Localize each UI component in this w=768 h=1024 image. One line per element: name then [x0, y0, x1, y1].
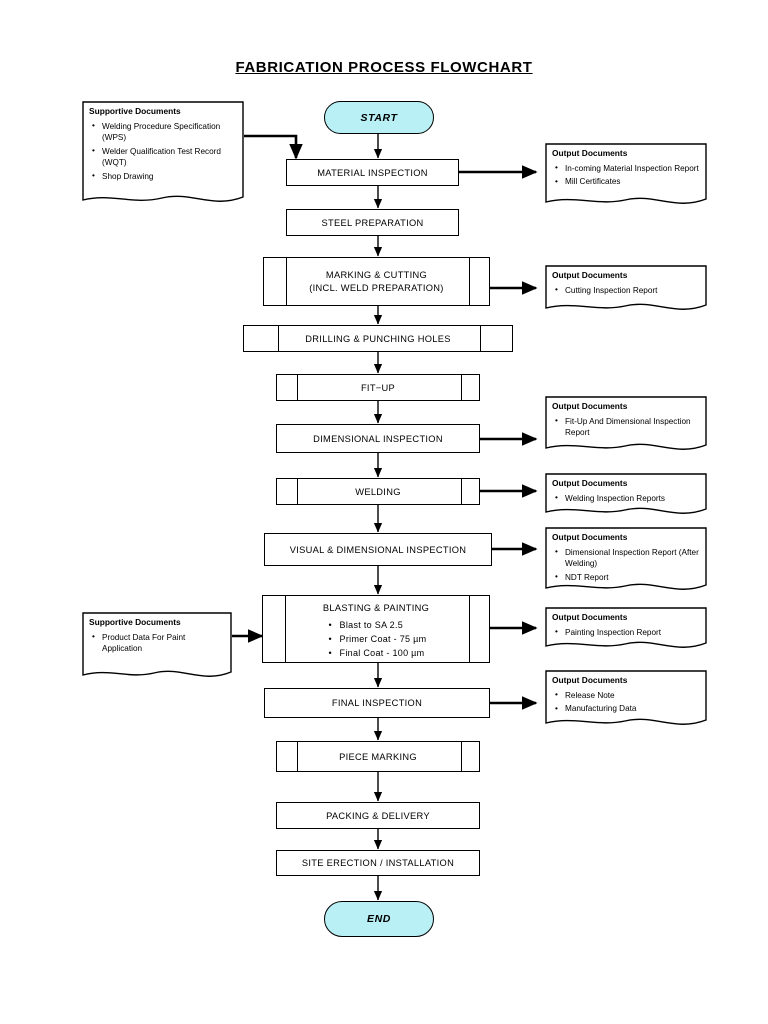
node-blasting-painting: [262, 595, 490, 663]
node-steel-preparation: [286, 209, 459, 236]
node-label: STEEL PREPARATION: [321, 217, 424, 228]
output-documents-welding: [545, 473, 707, 517]
document-list-item: • Product Data For Paint Application: [102, 632, 225, 655]
node-label: WELDING: [355, 486, 401, 497]
document-body: [545, 670, 707, 726]
document-body: [545, 607, 707, 649]
node-label: DRILLING & PUNCHING HOLES: [305, 333, 451, 344]
document-title: Output Documents: [552, 270, 628, 280]
document-list-item: • Manufacturing Data: [565, 703, 700, 715]
node-label: DIMENSIONAL INSPECTION: [313, 433, 443, 444]
document-body: [545, 143, 707, 199]
node-sublist: [326, 618, 427, 660]
node-divider-left: [285, 596, 286, 662]
output-documents-final: [545, 670, 707, 728]
node-divider-left: [297, 742, 298, 771]
output-documents-fitup: [545, 396, 707, 453]
node-label-line1: MARKING & CUTTING: [325, 269, 428, 280]
document-body: [545, 473, 707, 515]
supportive-documents-paint: [82, 612, 232, 680]
document-list: [552, 285, 700, 297]
document-title: Supportive Documents: [89, 617, 181, 627]
node-drilling-punching: [243, 325, 513, 352]
node-label: VISUAL & DIMENSIONAL INSPECTION: [289, 544, 467, 555]
document-list: [89, 121, 237, 183]
node-divider-right: [469, 596, 470, 662]
document-list-item: • Dimensional Inspection Report (After Welding): [565, 547, 700, 570]
supportive-documents-top: [82, 101, 244, 205]
node-divider-left: [278, 326, 279, 351]
document-list: [552, 416, 700, 439]
node-label: FINAL INSPECTION: [331, 698, 423, 708]
document-body: [82, 612, 232, 666]
node-piece-marking: [276, 741, 480, 772]
document-list-item: • Shop Drawing: [102, 171, 237, 183]
document-body: [545, 265, 707, 307]
node-label: MATERIAL INSPECTION: [317, 167, 428, 178]
node-divider-right: [461, 479, 462, 504]
node-final-inspection: [264, 688, 490, 718]
node-marking-cutting: [263, 257, 490, 306]
node-label: SITE ERECTION / INSTALLATION: [301, 858, 455, 868]
document-list-item: • Fit-Up And Dimensional Inspection Report: [565, 416, 700, 439]
output-documents-visual: [545, 527, 707, 593]
document-list: [552, 547, 700, 584]
node-welding: [276, 478, 480, 505]
document-list-item: • In-coming Material Inspection Report: [565, 163, 700, 175]
node-divider-left: [286, 258, 287, 305]
terminator-start: START: [324, 101, 434, 134]
node-fit-up: [276, 374, 480, 401]
document-list-item: • Release Note: [565, 690, 700, 702]
output-documents-material: [545, 143, 707, 207]
node-sublist-item: • Final Coat - 100 µm: [340, 646, 427, 660]
document-title: Output Documents: [552, 401, 628, 411]
node-label: FIT−UP: [360, 382, 396, 393]
document-title: Output Documents: [552, 675, 628, 685]
node-label: BLASTING & PAINTING: [322, 603, 430, 613]
terminator-end: END: [324, 901, 434, 937]
node-label-line2: (INCL. WELD PREPARATION): [309, 282, 444, 293]
node-divider-right: [480, 326, 481, 351]
node-label: PIECE MARKING: [339, 751, 417, 762]
document-body: [545, 396, 707, 450]
document-body: [545, 527, 707, 594]
document-list: [552, 690, 700, 715]
node-site-erection: [276, 850, 480, 876]
document-list-item: • Mill Certificates: [565, 176, 700, 188]
document-list-item: • Painting Inspection Report: [565, 627, 700, 639]
node-divider-right: [461, 375, 462, 400]
document-list-item: • Cutting Inspection Report: [565, 285, 700, 297]
document-title: Output Documents: [552, 612, 628, 622]
node-label: PACKING & DELIVERY: [326, 810, 430, 821]
node-divider-right: [469, 258, 470, 305]
document-list-item: • Welding Inspection Reports: [565, 493, 700, 505]
document-list: [552, 627, 700, 639]
node-dimensional-inspection: [276, 424, 480, 453]
document-list: [552, 493, 700, 505]
document-title: Output Documents: [552, 478, 628, 488]
document-list-item: • Welding Procedure Specification (WPS): [102, 121, 237, 144]
document-body: [82, 101, 244, 193]
page-title: FABRICATION PROCESS FLOWCHART: [235, 59, 533, 76]
output-documents-painting: [545, 607, 707, 651]
document-list: [552, 163, 700, 188]
node-visual-dimensional-inspection: [264, 533, 492, 566]
node-divider-left: [297, 375, 298, 400]
document-list-item: • NDT Report: [565, 572, 700, 584]
node-sublist-item: • Blast to SA 2.5: [340, 618, 427, 632]
document-title: Supportive Documents: [89, 106, 181, 116]
output-documents-cutting: [545, 265, 707, 313]
node-sublist-item: • Primer Coat - 75 µm: [340, 632, 427, 646]
document-title: Output Documents: [552, 532, 628, 542]
document-list: [89, 632, 225, 655]
node-packing-delivery: [276, 802, 480, 829]
document-title: Output Documents: [552, 148, 628, 158]
node-divider-left: [297, 479, 298, 504]
node-divider-right: [461, 742, 462, 771]
document-list-item: • Welder Qualification Test Record (WQT): [102, 146, 237, 169]
node-material-inspection: [286, 159, 459, 186]
